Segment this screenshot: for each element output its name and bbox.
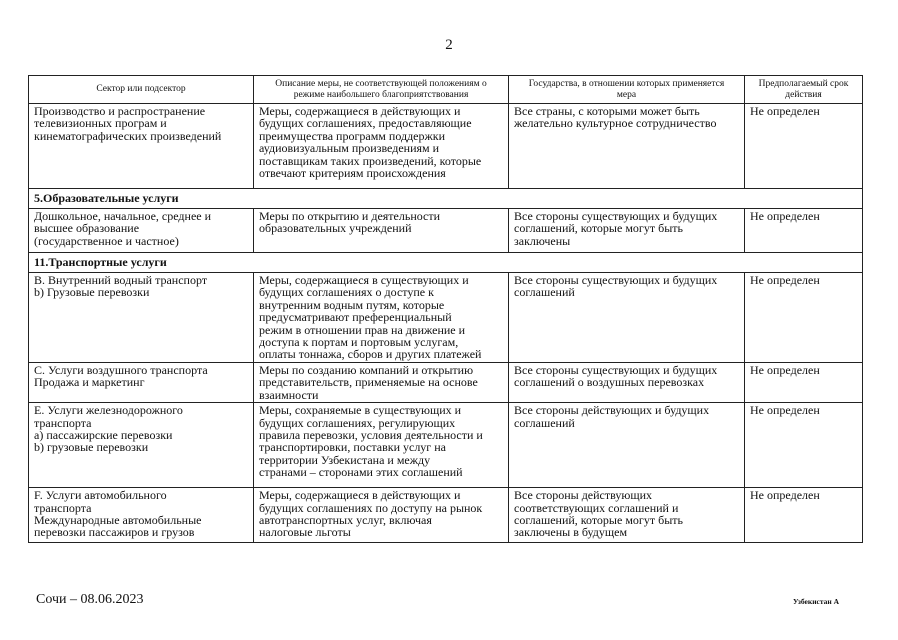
cell-text-line: налоговые льготы: [259, 525, 351, 540]
cell-text-line: (государственное и частное): [34, 233, 179, 248]
cell-text-line: Меры, содержащиеся в действующих и: [259, 488, 461, 503]
cell-text-line: режиме наибольшего благоприятствования: [293, 89, 469, 100]
table-body: [29, 104, 863, 543]
cell-measure-description: [254, 273, 509, 363]
cell-text-line: транспорта: [34, 415, 92, 430]
cell-text-line: Все страны, с которыми может быть: [514, 104, 700, 118]
cell-sector: [29, 104, 254, 189]
cell-applicable-states: [509, 363, 745, 403]
page-number: 2: [445, 37, 453, 53]
header-duration: [745, 76, 863, 104]
cell-text-line: Меры по созданию компаний и открытию: [259, 363, 474, 377]
cell-text-line: предусматривают преференциальный: [259, 310, 452, 325]
cell-text-line: заключены: [514, 233, 571, 248]
cell-text-line: территории Узбекистана и между: [259, 452, 431, 467]
cell-text-line: Не определен: [750, 273, 820, 287]
cell-text-line: Меры, содержащиеся в действующих и: [259, 104, 461, 118]
table-row: [29, 488, 863, 543]
cell-text-line: будущих соглашениях, предоставляющие: [259, 116, 472, 131]
cell-text-line: Государства, в отношении которых применяется: [528, 79, 725, 89]
cell-text-line: b) Грузовые перевозки: [34, 285, 150, 300]
cell-sector: [29, 403, 254, 488]
cell-text-line: Производство и распространение: [34, 104, 206, 118]
cell-text-line: Не определен: [750, 363, 820, 377]
cell-text-line: Все стороны действующих: [514, 488, 653, 503]
cell-text-line: соответствующих соглашений и: [514, 500, 679, 515]
cell-text-line: автотранспортных услуг, включая: [259, 513, 432, 528]
header-applicable-states: [509, 76, 745, 104]
cell-text-line: Международные автомобильные: [34, 513, 202, 528]
cell-text-line: E. Услуги железнодорожного: [34, 403, 183, 418]
cell-text-line: заключены в будущем: [514, 525, 628, 540]
cell-duration: [745, 403, 863, 488]
measures-table: [28, 75, 863, 543]
cell-text-line: аудиовизуальным произведениям и: [259, 141, 440, 156]
cell-measure-description: [254, 488, 509, 543]
cell-text-line: Продажа и маркетинг: [34, 375, 145, 390]
cell-text-line: b) грузовые перевозки: [34, 440, 149, 455]
cell-text-line: Все стороны существующих и будущих: [514, 209, 718, 223]
table-row: [29, 403, 863, 488]
cell-text-line: Не определен: [750, 104, 820, 118]
cell-applicable-states: [509, 403, 745, 488]
section-row: [29, 253, 863, 273]
cell-text-line: действия: [785, 89, 822, 100]
cell-text-line: соглашений: [514, 415, 575, 430]
cell-applicable-states: [509, 273, 745, 363]
cell-text-line: будущих соглашениях по доступу на рынок: [259, 500, 483, 515]
section-row: [29, 189, 863, 209]
cell-text-line: F. Услуги автомобильного: [34, 488, 167, 503]
cell-text-line: Все стороны действующих и будущих: [514, 403, 710, 418]
cell-text-line: Все стороны существующих и будущих: [514, 363, 718, 377]
cell-text-line: отвечают критериям происхождения: [259, 166, 446, 181]
section-title: 5.Образовательные услуги: [29, 189, 863, 209]
cell-text-line: соглашений, которые могут быть: [514, 513, 683, 528]
cell-text-line: Меры, сохраняемые в существующих и: [259, 403, 462, 418]
cell-text-line: Предполагаемый срок: [758, 79, 849, 89]
cell-text-line: Не определен: [750, 403, 820, 418]
cell-applicable-states: [509, 209, 745, 253]
cell-text-line: внутренним водным путям, которые: [259, 297, 445, 312]
table-header-row: [29, 76, 863, 104]
cell-text-line: Все стороны существующих и будущих: [514, 273, 718, 287]
cell-measure-description: [254, 209, 509, 253]
table-row: [29, 363, 863, 403]
cell-text-line: Меры, содержащиеся в существующих и: [259, 273, 469, 287]
cell-text-line: оплаты тоннажа, сборов и других платежей: [259, 347, 482, 362]
cell-text-line: правила перевозки, условия деятельности и: [259, 428, 483, 443]
cell-text-line: странами – сторонами этих соглашений: [259, 465, 463, 480]
cell-text-line: будущих соглашениях, регулирующих: [259, 415, 456, 430]
cell-text-line: Не определен: [750, 488, 820, 503]
section-title: 11.Транспортные услуги: [29, 253, 863, 273]
cell-text-line: Сектор или подсектор: [96, 84, 186, 95]
cell-measure-description: [254, 403, 509, 488]
cell-text-line: Меры по открытию и деятельности: [259, 209, 441, 223]
cell-text-line: a) пассажирские перевозки: [34, 428, 173, 443]
cell-measure-description: [254, 363, 509, 403]
cell-text-line: режим в отношении прав на движение и: [259, 322, 466, 337]
cell-text-line: соглашений: [514, 285, 575, 300]
cell-text-line: Дошкольное, начальное, среднее и: [34, 209, 212, 223]
footer-place-date: Сочи – 08.06.2023: [36, 592, 144, 607]
cell-measure-description: [254, 104, 509, 189]
table-row: [29, 209, 863, 253]
footer-country-label: Узбекистан A: [793, 597, 839, 606]
cell-text-line: мера: [616, 89, 637, 100]
cell-text-line: преимущества программ поддержки: [259, 128, 446, 143]
cell-text-line: взаимности: [259, 387, 319, 402]
cell-sector: [29, 209, 254, 253]
cell-text-line: Не определен: [750, 209, 820, 223]
cell-duration: [745, 104, 863, 189]
cell-duration: [745, 273, 863, 363]
cell-text-line: кинематографических произведений: [34, 128, 222, 143]
cell-text-line: телевизионных програм и: [34, 116, 167, 131]
cell-text-line: будущих соглашениях о доступе к: [259, 285, 434, 300]
cell-text-line: перевозки пассажиров и грузов: [34, 525, 195, 540]
cell-sector: [29, 488, 254, 543]
cell-text-line: Описание меры, не соответствующей положениям о: [275, 79, 487, 89]
cell-sector: [29, 363, 254, 403]
cell-duration: [745, 363, 863, 403]
cell-text-line: транспорта: [34, 500, 92, 515]
cell-text-line: поставщикам таких произведений, которые: [259, 153, 482, 168]
cell-text-line: соглашений о воздушных перевозках: [514, 375, 705, 390]
cell-sector: [29, 273, 254, 363]
cell-duration: [745, 488, 863, 543]
cell-text-line: транспортировки, поставки услуг на: [259, 440, 446, 455]
cell-duration: [745, 209, 863, 253]
cell-applicable-states: [509, 488, 745, 543]
cell-text-line: доступа к портам и портовым услугам,: [259, 335, 459, 350]
cell-text-line: представительств, применяемые на основе: [259, 375, 478, 390]
cell-text-line: образовательных учреждений: [259, 221, 412, 236]
cell-text-line: высшее образование: [34, 221, 140, 236]
table-row: [29, 273, 863, 363]
header-measure-description: [254, 76, 509, 104]
cell-text-line: B. Внутренний водный транспорт: [34, 273, 208, 287]
cell-text-line: C. Услуги воздушного транспорта: [34, 363, 208, 377]
header-sector: [29, 76, 254, 104]
cell-text-line: соглашений, которые могут быть: [514, 221, 683, 236]
table-row: [29, 104, 863, 189]
cell-text-line: желательно культурное сотрудничество: [514, 116, 717, 131]
cell-applicable-states: [509, 104, 745, 189]
